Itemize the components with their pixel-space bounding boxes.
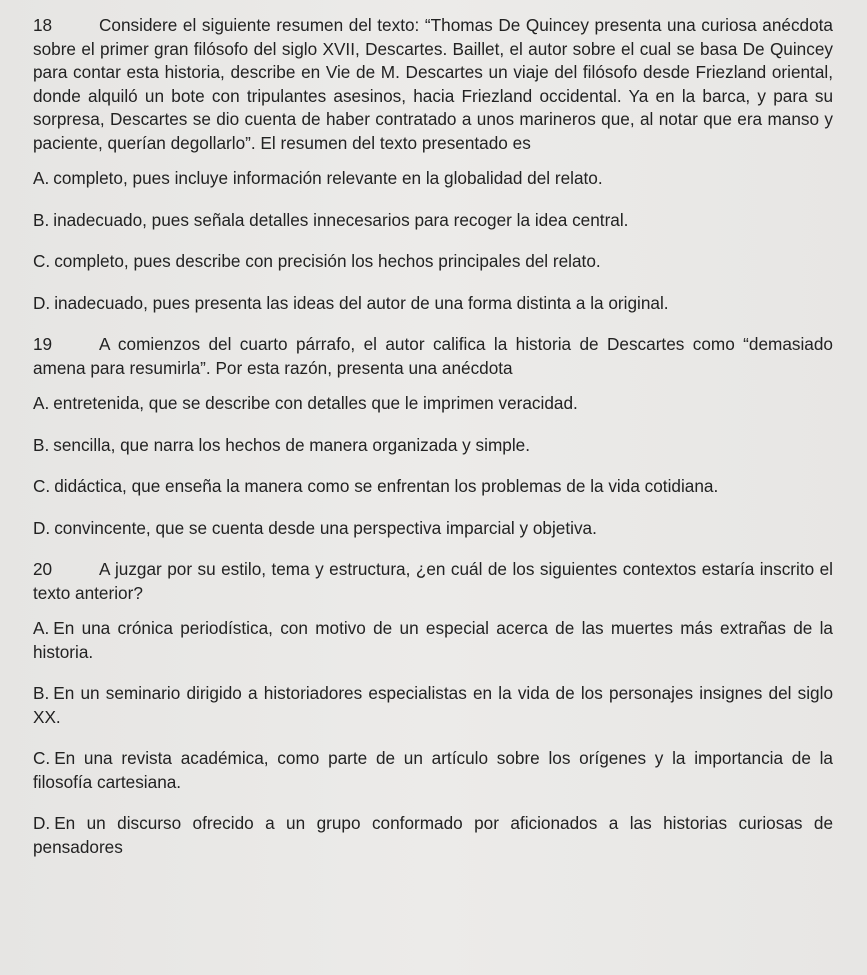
question-number: 19 xyxy=(33,334,53,354)
option-text: En una crónica periodística, con motivo de un especial acerca de las muertes más extrañas de la historia. xyxy=(33,618,833,662)
option-a xyxy=(33,392,833,416)
question-18 xyxy=(33,14,833,315)
option-c xyxy=(33,250,833,274)
question-19 xyxy=(33,333,833,540)
option-text: entretenida, que se describe con detalles que le imprimen veracidad. xyxy=(53,393,578,413)
option-d xyxy=(33,292,833,316)
option-c xyxy=(33,747,833,794)
option-letter: A. xyxy=(33,618,50,638)
option-letter: B. xyxy=(33,434,50,455)
option-letter: D. xyxy=(33,292,51,313)
option-letter: B. xyxy=(33,683,50,703)
question-number: 18 xyxy=(33,15,53,35)
option-a xyxy=(33,167,833,191)
option-letter: D. xyxy=(33,517,51,538)
option-letter: C. xyxy=(33,476,51,496)
question-stem xyxy=(33,14,833,155)
question-text: A comienzos del cuarto párrafo, el autor califica la historia de Descartes como “demasiado amena para resumirla”. Por esta razón, presenta una anécdota xyxy=(33,334,833,378)
option-letter: D. xyxy=(33,813,51,833)
option-text: didáctica, que enseña la manera como se enfrentan los problemas de la vida cotidiana. xyxy=(54,476,719,496)
option-text: inadecuado, pues presenta las ideas del autor de una forma distinta a la original. xyxy=(54,292,669,313)
option-a xyxy=(33,617,833,664)
option-b xyxy=(33,682,833,729)
question-20 xyxy=(33,558,833,859)
option-b xyxy=(33,434,833,458)
option-text: completo, pues describe con precisión los hechos principales del relato. xyxy=(54,251,601,271)
option-letter: A. xyxy=(33,393,50,413)
option-text: En un seminario dirigido a historiadores especialistas en la vida de los personajes insignes del siglo XX. xyxy=(33,683,833,727)
option-letter: C. xyxy=(33,251,51,271)
question-text: A juzgar por su estilo, tema y estructura, ¿en cuál de los siguientes contextos estaría inscrito el texto anterior? xyxy=(33,559,833,603)
question-text: Considere el siguiente resumen del texto: “Thomas De Quincey presenta una curiosa anécdota sobre el primer gran filósofo del siglo XVII, Descartes. Baillet, el autor sobre el cual se basa De Quincey para contar esta historia, describe en Vie de M. Descartes un viaje del filósofo desde Friezland oriental, donde alquiló un bote con tripulantes asesinos, hacia Friezland occidental. Ya en la barca, y para su sorpresa, Descartes se dio cuenta de haber contratado a unos marineros que, al notar que era manso y paciente, querían degollarlo”. El resumen del texto presentado es xyxy=(33,15,833,153)
option-c xyxy=(33,475,833,499)
option-d xyxy=(33,517,833,541)
option-text: En un discurso ofrecido a un grupo conformado por aficionados a las historias curiosas de pensadores xyxy=(33,813,833,857)
option-text: inadecuado, pues señala detalles innecesarios para recoger la idea central. xyxy=(53,209,629,230)
question-stem xyxy=(33,558,833,605)
option-text: convincente, que se cuenta desde una perspectiva imparcial y objetiva. xyxy=(54,517,597,538)
question-stem xyxy=(33,333,833,380)
option-letter: B. xyxy=(33,209,50,230)
option-text: En una revista académica, como parte de un artículo sobre los orígenes y la importancia de la filosofía cartesiana. xyxy=(33,748,833,792)
option-d xyxy=(33,812,833,859)
option-letter: C. xyxy=(33,748,51,768)
option-letter: A. xyxy=(33,168,50,188)
option-text: sencilla, que narra los hechos de manera organizada y simple. xyxy=(53,434,530,455)
option-text: completo, pues incluye información relevante en la globalidad del relato. xyxy=(53,168,603,188)
option-b xyxy=(33,209,833,233)
question-number: 20 xyxy=(33,559,53,579)
